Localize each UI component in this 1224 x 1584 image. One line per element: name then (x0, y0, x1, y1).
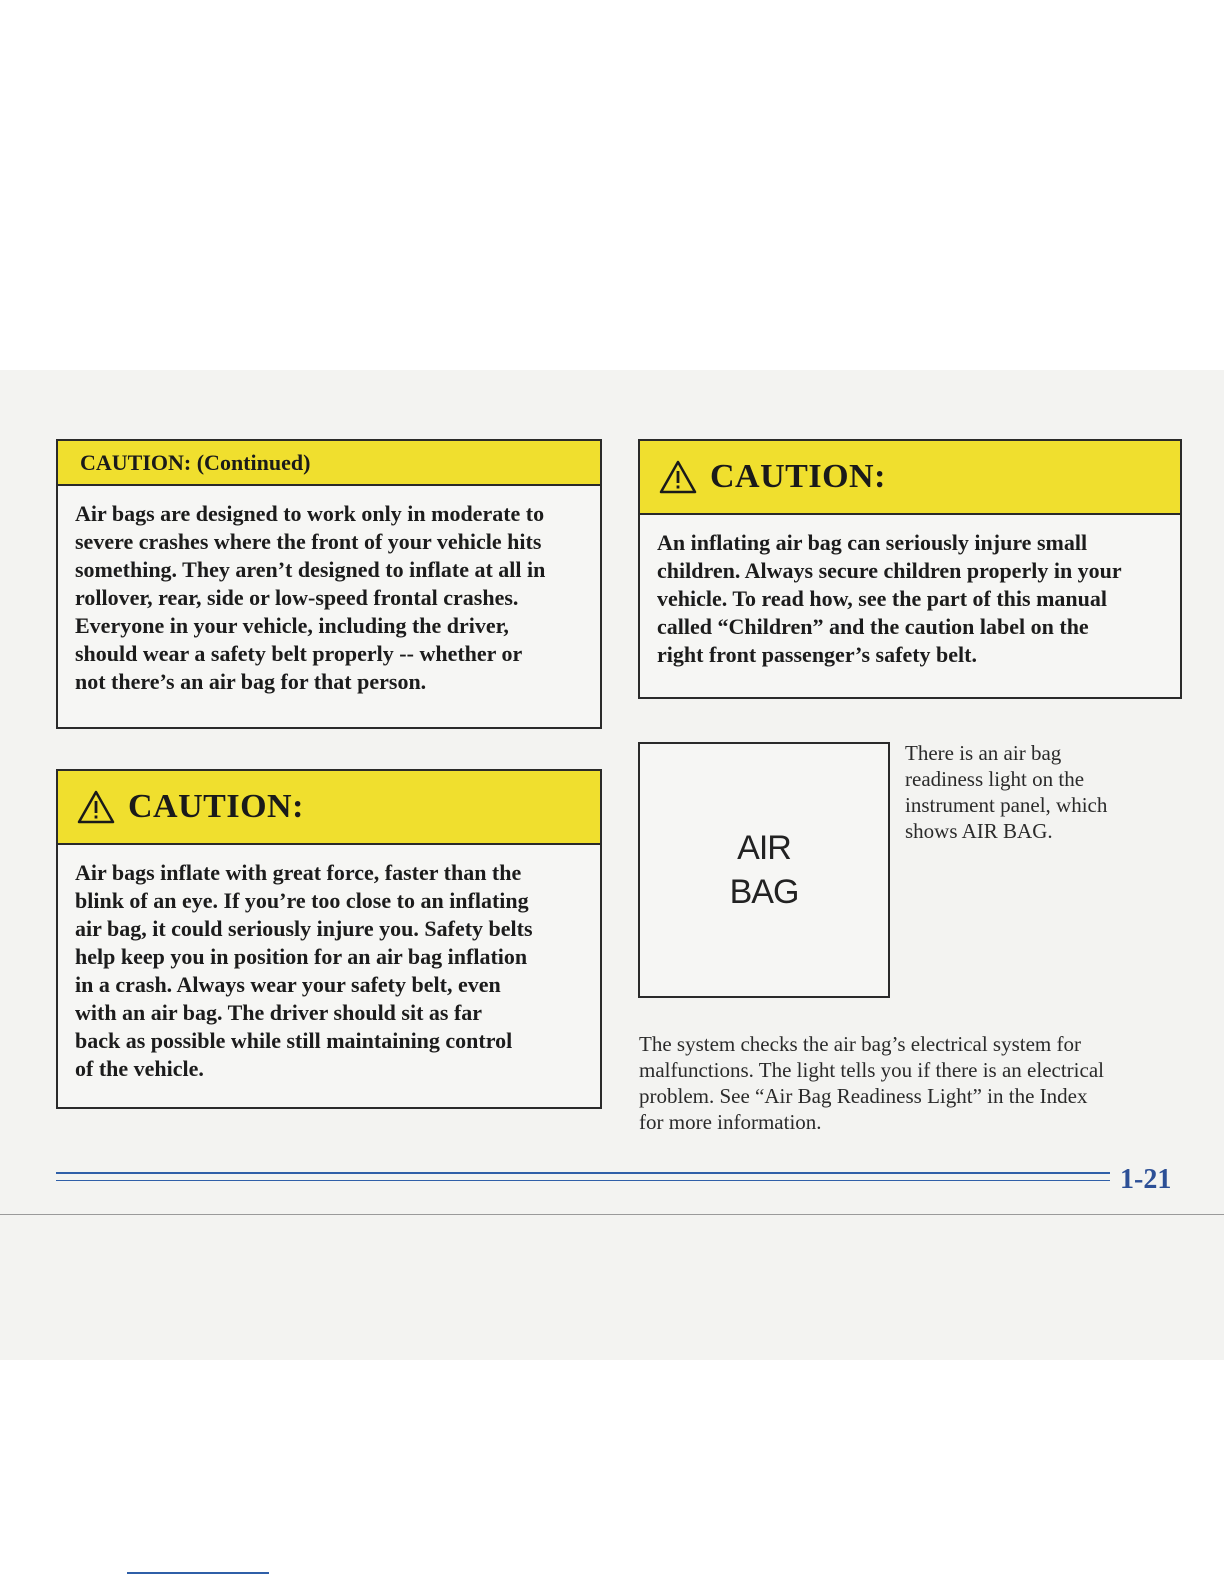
system-check-paragraph (639, 1031, 1199, 1135)
text-line: should wear a safety belt properly -- whether or (75, 641, 523, 666)
text-line: The system checks the air bag’s electrical system for (639, 1032, 1082, 1056)
caution-continued-heading: CAUTION: (Continued) (80, 449, 311, 475)
text-line: back as possible while still maintaining control (75, 1028, 513, 1053)
text-line: something. They aren’t designed to inflate at all in (75, 557, 546, 582)
airbag-readiness-light-illustration (638, 742, 890, 998)
airbag-label-line: BAG (729, 873, 799, 911)
text-line: with an air bag. The driver should sit as far (75, 1000, 483, 1025)
readiness-light-description (905, 740, 1205, 844)
text-line: blink of an eye. If you’re too close to an inflating (75, 888, 529, 913)
airbag-label-line: AIR (737, 829, 791, 867)
text-line: readiness light on the (905, 767, 1085, 791)
text-line: malfunctions. The light tells you if there is an electrical (639, 1058, 1104, 1082)
caution-children-header (640, 441, 1180, 515)
caution-children-body (640, 515, 1180, 669)
text-line: shows AIR BAG. (905, 819, 1053, 843)
text-line: of the vehicle. (75, 1056, 204, 1081)
text-line: help keep you in position for an air bag inflation (75, 944, 528, 969)
caution-force-heading: CAUTION: (128, 788, 304, 825)
caution-continued-box (56, 439, 602, 729)
text-line: not there’s an air bag for that person. (75, 669, 427, 694)
text-line: children. Always secure children properly in your (657, 558, 1122, 583)
caution-continued-header (58, 441, 600, 486)
text-line: vehicle. To read how, see the part of this manual (657, 586, 1108, 611)
text-line: rollover, rear, side or low-speed frontal crashes. (75, 585, 519, 610)
caution-force-body (58, 845, 600, 1083)
caution-force-box (56, 769, 602, 1109)
text-line: Everyone in your vehicle, including the driver, (75, 613, 509, 638)
text-line: severe crashes where the front of your vehicle hits (75, 529, 542, 554)
text-line: There is an air bag (905, 741, 1062, 765)
warning-triangle-icon (76, 789, 116, 825)
text-line: air bag, it could seriously injure you. Safety belts (75, 916, 533, 941)
caution-continued-body (58, 486, 600, 696)
caution-force-header (58, 771, 600, 845)
text-line: Air bags inflate with great force, faster than the (75, 860, 522, 885)
caution-children-box (638, 439, 1182, 699)
page-edge-line (0, 1214, 1224, 1215)
text-line: Air bags are designed to work only in moderate to (75, 501, 545, 526)
text-line: called “Children” and the caution label on the (657, 614, 1089, 639)
caution-children-heading: CAUTION: (710, 458, 886, 495)
footer-rule-bottom (56, 1180, 1110, 1181)
text-line: in a crash. Always wear your safety belt, even (75, 972, 501, 997)
text-line: problem. See “Air Bag Readiness Light” in the Index (639, 1084, 1088, 1108)
text-line: An inflating air bag can seriously injure small (657, 530, 1088, 555)
page-number: 1-21 (1120, 1164, 1172, 1195)
warning-triangle-icon (658, 459, 698, 495)
text-line: for more information. (639, 1110, 822, 1134)
footer-rule-top (56, 1172, 1110, 1174)
footnote-rule (127, 1572, 269, 1574)
text-line: instrument panel, which (905, 793, 1108, 817)
text-line: right front passenger’s safety belt. (657, 642, 977, 667)
